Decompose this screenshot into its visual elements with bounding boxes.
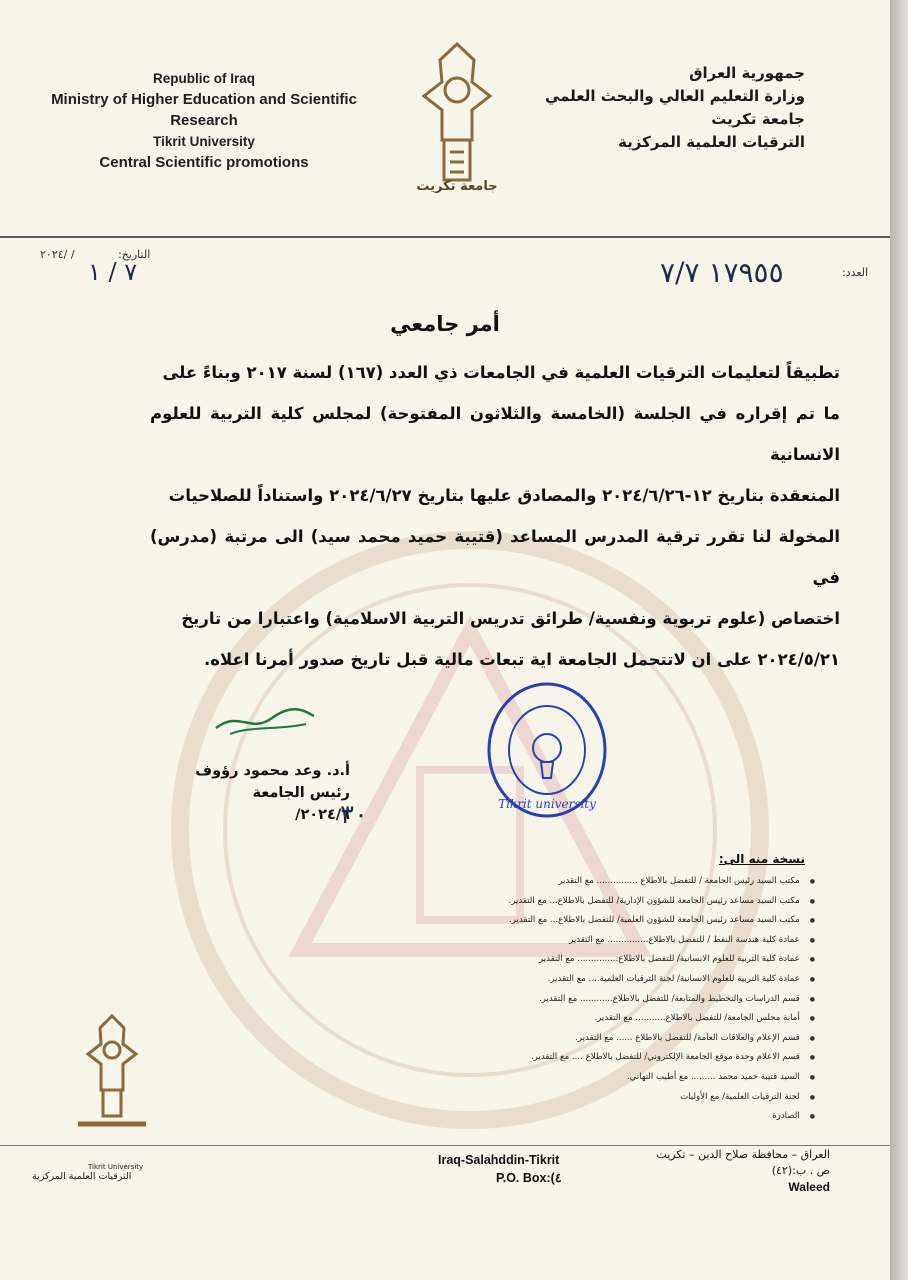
list-item: ● قسم الاعلام وحدة موقع الجامعة الإلكتروني/ للتفضل بالاطلاع .... مع التقدير.	[255, 1048, 815, 1068]
signer-name: أ.د. وعد محمود رؤوف	[195, 763, 350, 779]
list-item: ● لجنة الترقيات العلمية/ مع الأوليات	[255, 1088, 815, 1108]
document-title: أمر جامعي	[390, 312, 500, 336]
ar-department: الترقيات العلمية المركزية	[618, 133, 805, 151]
list-item: ● قسم الإعلام والعلاقات العامة/ للتفضل بالاطلاع ...... مع التقدير.	[255, 1029, 815, 1049]
list-item: ● مكتب السيد رئيس الجامعة / للتفضل بالاطلاع ............... مع التقدير	[255, 872, 815, 892]
ar-ministry: وزارة التعليم العالي والبحث العلمي	[544, 87, 805, 105]
footer-address-en: Iraq-Salahddin-Tikrit	[438, 1153, 560, 1167]
en-ministry: Ministry of Higher Education and Scientific Research	[51, 91, 357, 129]
date-printed: / /٢٠٢٤	[40, 248, 75, 261]
number-handwritten: ١٧٩٥٥ ٧/٧	[660, 256, 784, 289]
signature	[210, 700, 320, 740]
cc-title: نسخة منه الى:	[718, 852, 805, 866]
handwritten-day: ٣٠	[340, 800, 368, 830]
header-divider	[0, 236, 890, 238]
footer-typist: Waleed	[788, 1180, 830, 1194]
footer-pobox-ar: ص . ب:(٤٢)	[771, 1164, 830, 1177]
list-item: ● عمادة كلية هندسة النفط / للتفضل بالاطلاع............... مع التقدير	[255, 931, 815, 951]
ar-university: جامعة تكريت	[711, 110, 805, 128]
footer-middle	[438, 1151, 562, 1187]
ar-country: جمهورية العراق	[689, 64, 805, 82]
list-item: ● الصادرة	[255, 1107, 815, 1127]
footer-left-small: Tikrit University	[88, 1163, 144, 1171]
en-country: Republic of Iraq	[152, 71, 255, 86]
list-item: ● أمانة مجلس الجامعة/ للتفضل بالاطلاع........... مع التقدير.	[255, 1009, 815, 1029]
date-handwritten: ٧ / ١	[88, 258, 138, 286]
date-label: التاريخ:	[118, 248, 151, 261]
official-stamp	[485, 680, 610, 820]
en-university: Tikrit University	[153, 134, 255, 149]
logo-caption: جامعة تكريت	[416, 179, 498, 194]
list-item: ● السيد قتيبة حميد محمد ......... مع أطيب التهاني.	[255, 1068, 815, 1088]
footer-left-dept: الترقيات العلمية المركزية	[32, 1171, 132, 1182]
footer-address-ar: العراق – محافظة صلاح الدين – تكريت	[656, 1148, 830, 1161]
footer-pobox-en: P.O. Box:(٤	[496, 1171, 562, 1185]
order-body	[150, 352, 840, 680]
number-label: العدد:	[842, 266, 869, 279]
stamp-text: Tikrit university	[498, 797, 596, 811]
footer-logo	[68, 1012, 156, 1132]
signer-block	[150, 760, 350, 826]
body-line: تطبيقاً لتعليمات الترقيات العلمية في الجامعات ذي العدد (١٦٧) لسنة ٢٠١٧ وبناءً على	[162, 363, 840, 382]
english-letterhead	[18, 68, 390, 173]
signer-date: ٢٠٢٤/٦/	[295, 807, 350, 823]
body-line: اختصاص (علوم تربوية ونفسية/ طرائق تدريس التربية الاسلامية) واعتبارا من تاريخ	[181, 609, 840, 628]
list-item: ● مكتب السيد مساعد رئيس الجامعة للشؤون الإدارية/ للتفضل بالاطلاع... مع التقدير.	[255, 892, 815, 912]
footer-left	[32, 1163, 143, 1182]
list-item: ● عمادة كلية التربية للعلوم الانسانية/ للتفضل بالاطلاع............... مع التقدير	[255, 950, 815, 970]
arabic-letterhead	[485, 62, 805, 154]
cc-list	[255, 872, 815, 1127]
body-line: ٢٠٢٤/٥/٢١ على ان لاتتحمل الجامعة اية تبعات مالية قبل تاريخ صدور أمرنا اعلاه.	[204, 650, 840, 669]
en-department: Central Scientific promotions	[99, 154, 309, 171]
body-line: ما تم إقراره في الجلسة (الخامسة والثلاثون المفتوحة) لمجلس كلية التربية للعلوم الانسانية	[150, 404, 840, 464]
footer-right	[656, 1147, 830, 1195]
signer-position: رئيس الجامعة	[252, 785, 350, 801]
list-item: ● مكتب السيد مساعد رئيس الجامعة للشؤون العلمية/ للتفضل بالاطلاع... مع التقدير.	[255, 911, 815, 931]
page-edge	[890, 0, 908, 1280]
list-item: ● عمادة كلية التربية للعلوم الانسانية/ لجنة الترقيات العلمية.... مع التقدير.	[255, 970, 815, 990]
body-line: المخولة لنا تقرر ترقية المدرس المساعد (قتيبة حميد محمد سيد) الى مرتبة (مدرس) في	[150, 527, 840, 587]
body-line: المنعقدة بتاريخ ١٢-٢٠٢٤/٦/٢٦ والمصادق عليها بتاريخ ٢٠٢٤/٦/٢٧ واستناداً للصلاحيات	[168, 486, 840, 505]
footer-divider	[0, 1145, 890, 1146]
list-item: ● قسم الدراسات والتخطيط والمتابعة/ للتفضل بالاطلاع............ مع التقدير.	[255, 990, 815, 1010]
